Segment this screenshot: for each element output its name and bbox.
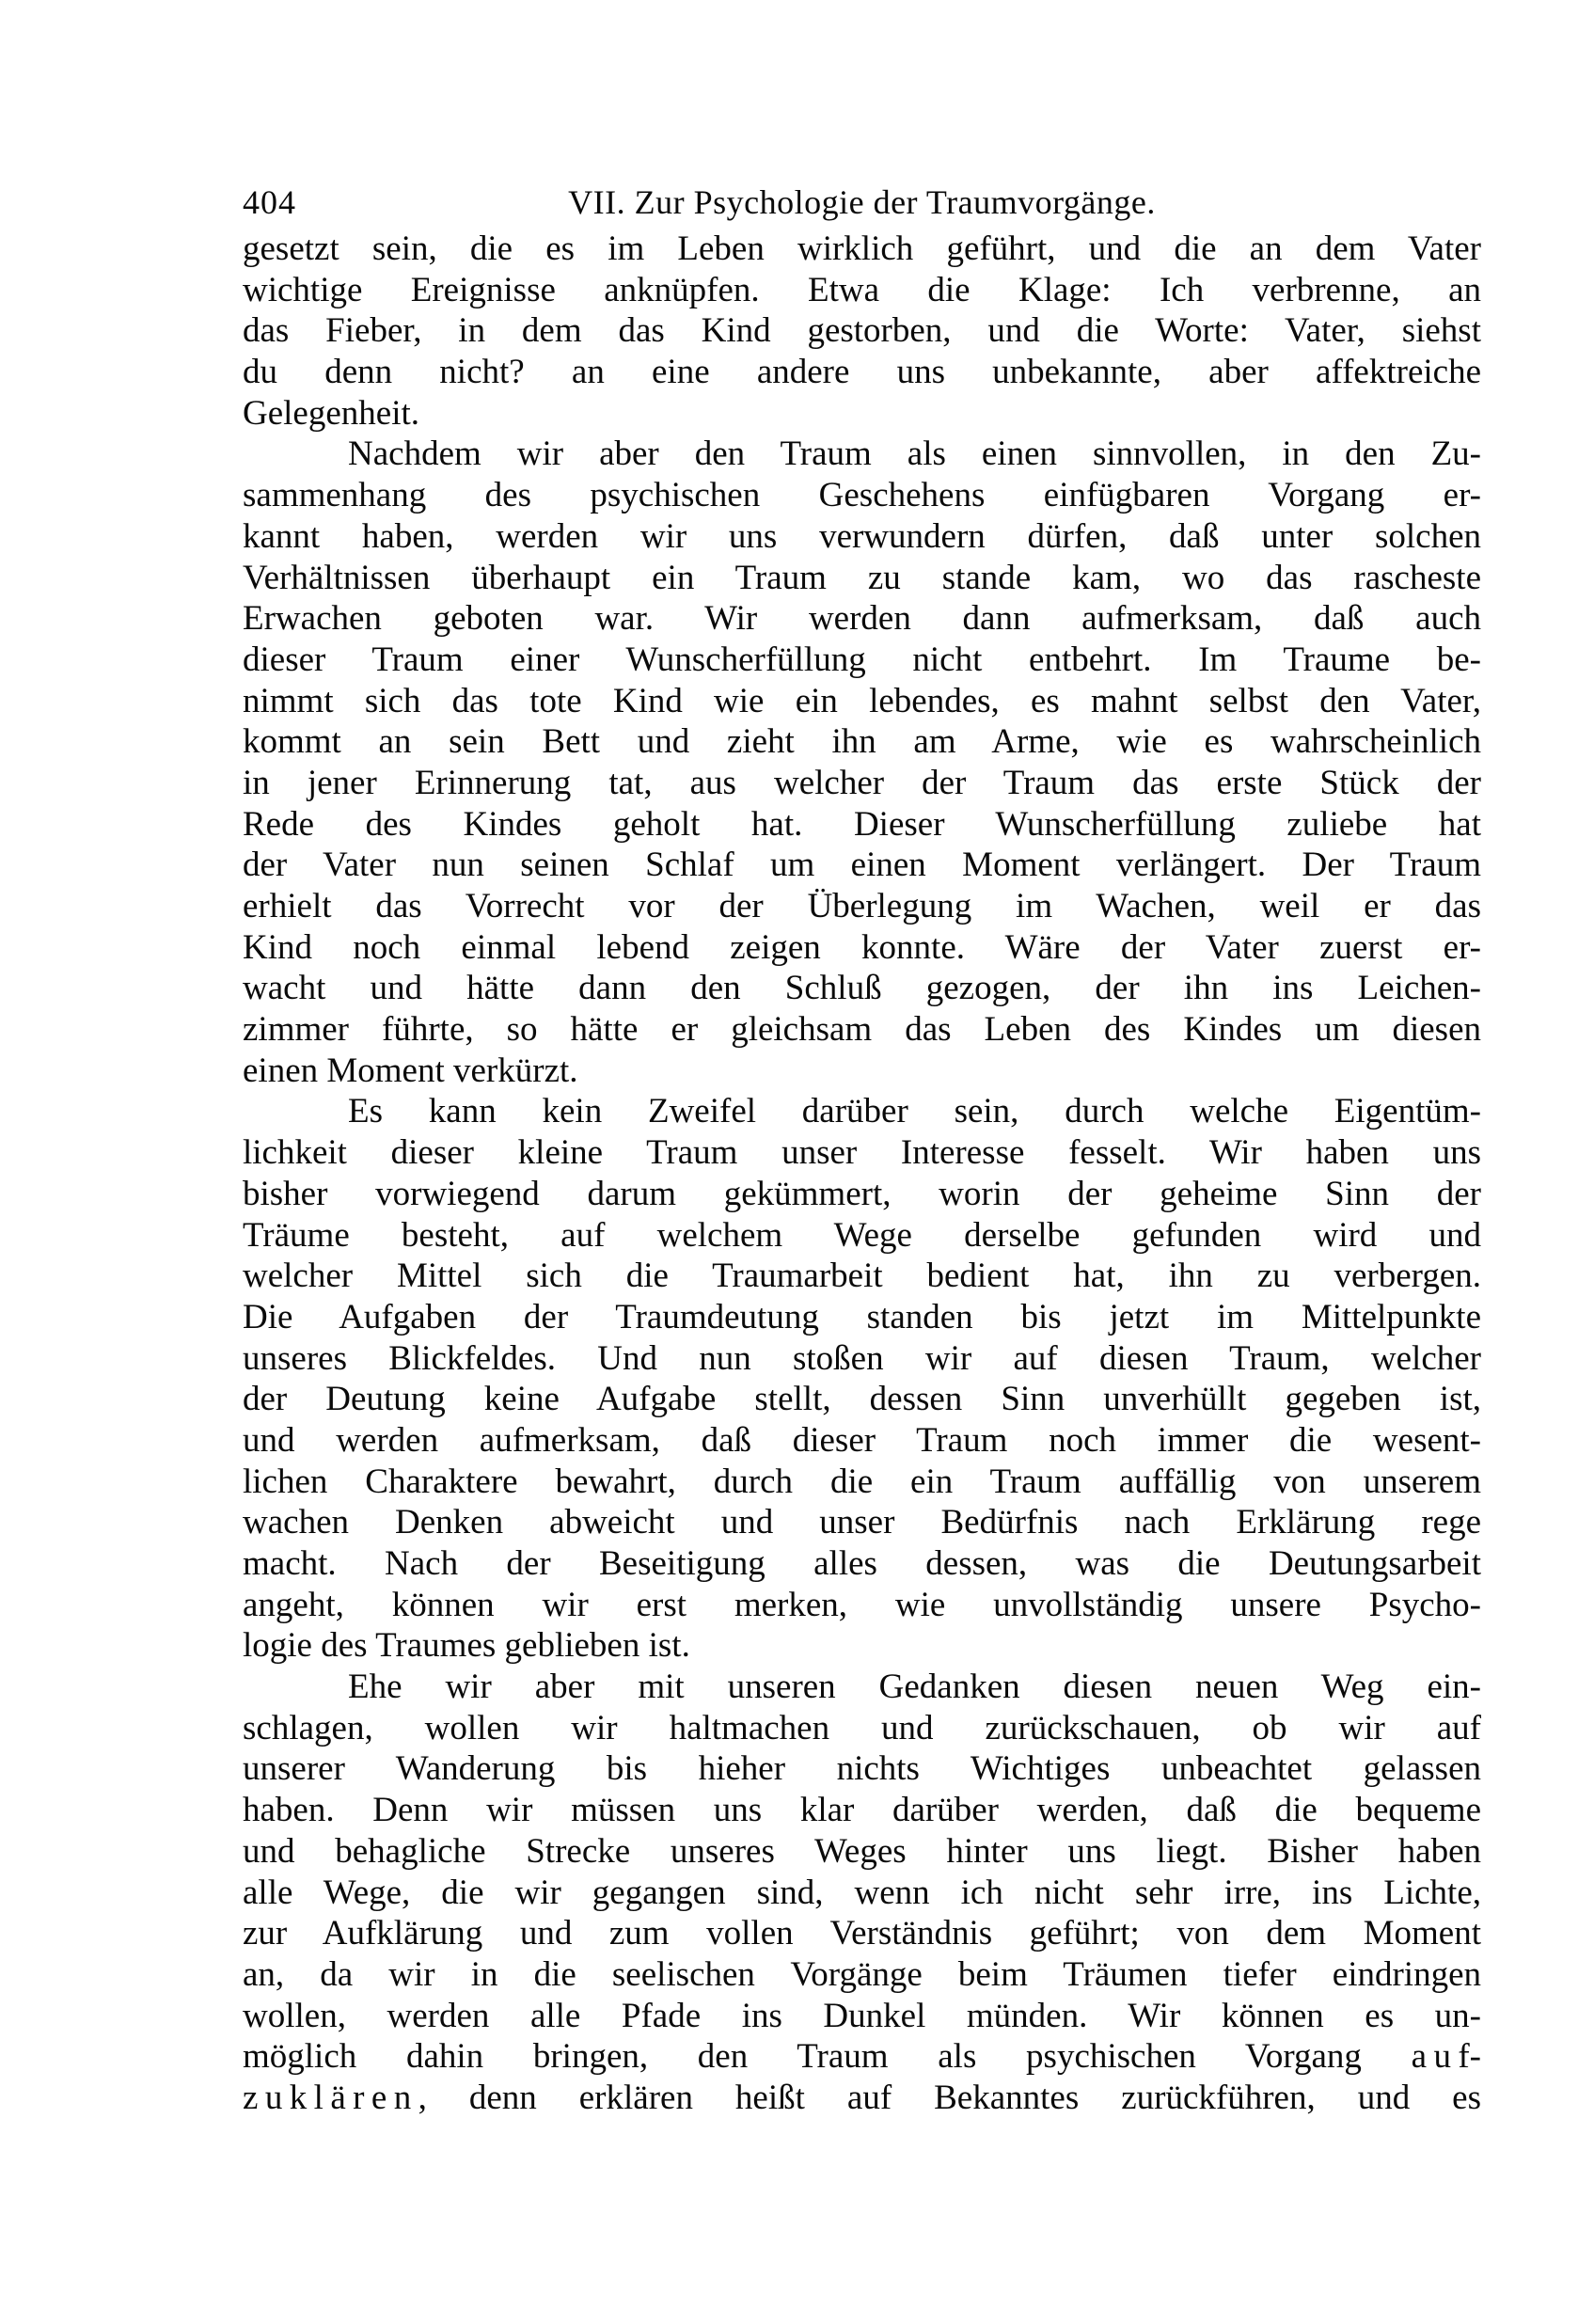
text-line: wollen, werden alle Pfade ins Dunkel münden. Wir können es un- bbox=[243, 1996, 1481, 2035]
text-line: du denn nicht? an eine andere uns unbekannte, aber affektreiche bbox=[243, 353, 1481, 392]
text-line: dieser Traum einer Wunscherfüllung nicht entbehrt. Im Traume be- bbox=[243, 640, 1481, 679]
text-line: Ehe wir aber mit unseren Gedanken diesen neuen Weg ein- bbox=[348, 1668, 1481, 1707]
text-line: Träume besteht, auf welchem Wege derselbe gefunden wird und bbox=[243, 1215, 1481, 1255]
text-line: haben. Denn wir müssen uns klar darüber werden, daß die bequeme bbox=[243, 1791, 1481, 1830]
text-line: Nachdem wir aber den Traum als einen sinnvollen, in den Zu- bbox=[348, 435, 1481, 474]
paragraph bbox=[243, 1091, 1481, 1667]
paragraph bbox=[243, 229, 1481, 434]
paragraph bbox=[243, 434, 1481, 1091]
text-line: Gelegenheit. bbox=[243, 393, 419, 433]
text-line: unseres Blickfeldes. Und nun stoßen wir auf diesen Traum, welcher bbox=[243, 1338, 1481, 1378]
text-line: möglich dahin bringen, den Traum als psychischen Vorgang a u f- bbox=[243, 2037, 1481, 2077]
text-line: welcher Mittel sich die Traumarbeit bedient hat, ihn zu verbergen. bbox=[243, 1257, 1481, 1296]
text-line: an, da wir in die seelischen Vorgänge beim Träumen tiefer eindringen bbox=[243, 1954, 1481, 1994]
body-text bbox=[243, 229, 1481, 2119]
text-line: logie des Traumes geblieben ist. bbox=[243, 1626, 690, 1666]
text-line: der Deutung keine Aufgabe stellt, dessen Sinn unverhüllt gegeben ist, bbox=[243, 1380, 1481, 1419]
text-line: Erwachen geboten war. Wir werden dann aufmerksam, daß auch bbox=[243, 599, 1481, 639]
text-line: lichkeit dieser kleine Traum unser Interesse fesselt. Wir haben uns bbox=[243, 1133, 1481, 1173]
text-line: unserer Wanderung bis hieher nichts Wichtiges unbeachtet gelassen bbox=[243, 1749, 1481, 1789]
text-line: Kind noch einmal lebend zeigen konnte. Wäre der Vater zuerst er- bbox=[243, 927, 1481, 967]
text-line: Rede des Kindes geholt hat. Dieser Wunscherfüllung zuliebe hat bbox=[243, 804, 1481, 844]
text-line: Verhältnissen überhaupt ein Traum zu stande kam, wo das rascheste bbox=[243, 558, 1481, 597]
text-line: alle Wege, die wir gegangen sind, wenn ich nicht sehr irre, ins Lichte, bbox=[243, 1873, 1481, 1912]
text-line: schlagen, wollen wir haltmachen und zurückschauen, ob wir auf bbox=[243, 1708, 1481, 1747]
paragraph bbox=[243, 1667, 1481, 2119]
text-line: wichtige Ereignisse anknüpfen. Etwa die Klage: Ich verbrenne, an bbox=[243, 270, 1481, 309]
text-line: und werden aufmerksam, daß dieser Traum noch immer die wesent- bbox=[243, 1420, 1481, 1460]
text-line: kommt an sein Bett und zieht ihn am Arme, wie es wahrscheinlich bbox=[243, 722, 1481, 762]
chapter-title: VII. Zur Psychologie der Traumvorgänge. bbox=[568, 183, 1156, 221]
text-line: Es kann kein Zweifel darüber sein, durch welche Eigentüm- bbox=[348, 1092, 1481, 1131]
text-line: angeht, können wir erst merken, wie unvollständig unsere Psycho- bbox=[243, 1585, 1481, 1624]
text-line: einen Moment verkürzt. bbox=[243, 1051, 578, 1090]
text-line: das Fieber, in dem das Kind gestorben, und die Worte: Vater, siehst bbox=[243, 311, 1481, 351]
text-line: der Vater nun seinen Schlaf um einen Moment verlängert. Der Traum bbox=[243, 846, 1481, 885]
text-line: zur Aufklärung und zum vollen Verständnis geführt; von dem Moment bbox=[243, 1914, 1481, 1953]
text-line: z u k l ä r e n , denn erklären heißt auf Bekanntes zurückführen, und es bbox=[243, 2078, 1481, 2117]
text-line: bisher vorwiegend darum gekümmert, worin der geheime Sinn der bbox=[243, 1174, 1481, 1213]
text-line: nimmt sich das tote Kind wie ein lebendes, es mahnt selbst den Vater, bbox=[243, 681, 1481, 720]
running-head bbox=[243, 179, 1481, 226]
text-line: zimmer führte, so hätte er gleichsam das Leben des Kindes um diesen bbox=[243, 1010, 1481, 1050]
text-line: wacht und hätte dann den Schluß gezogen, der ihn ins Leichen- bbox=[243, 969, 1481, 1008]
text-line: lichen Charaktere bewahrt, durch die ein Traum auffällig von unserem bbox=[243, 1462, 1481, 1501]
text-line: erhielt das Vorrecht vor der Überlegung im Wachen, weil er das bbox=[243, 887, 1481, 925]
text-line: in jener Erinnerung tat, aus welcher der Traum das erste Stück der bbox=[243, 763, 1481, 802]
text-line: Die Aufgaben der Traumdeutung standen bis jetzt im Mittelpunkte bbox=[243, 1297, 1481, 1336]
page-number: 404 bbox=[243, 183, 296, 221]
text-line: sammenhang des psychischen Geschehens einfügbaren Vorgang er- bbox=[243, 476, 1481, 515]
text-line: wachen Denken abweicht und unser Bedürfnis nach Erklärung rege bbox=[243, 1503, 1481, 1542]
text-line: und behagliche Strecke unseres Weges hinter uns liegt. Bisher haben bbox=[243, 1831, 1481, 1871]
text-line: macht. Nach der Beseitigung alles dessen, was die Deutungsarbeit bbox=[243, 1544, 1481, 1583]
text-line: gesetzt sein, die es im Leben wirklich geführt, und die an dem Vater bbox=[243, 229, 1481, 268]
text-line: kannt haben, werden wir uns verwundern dürfen, daß unter solchen bbox=[243, 516, 1481, 556]
